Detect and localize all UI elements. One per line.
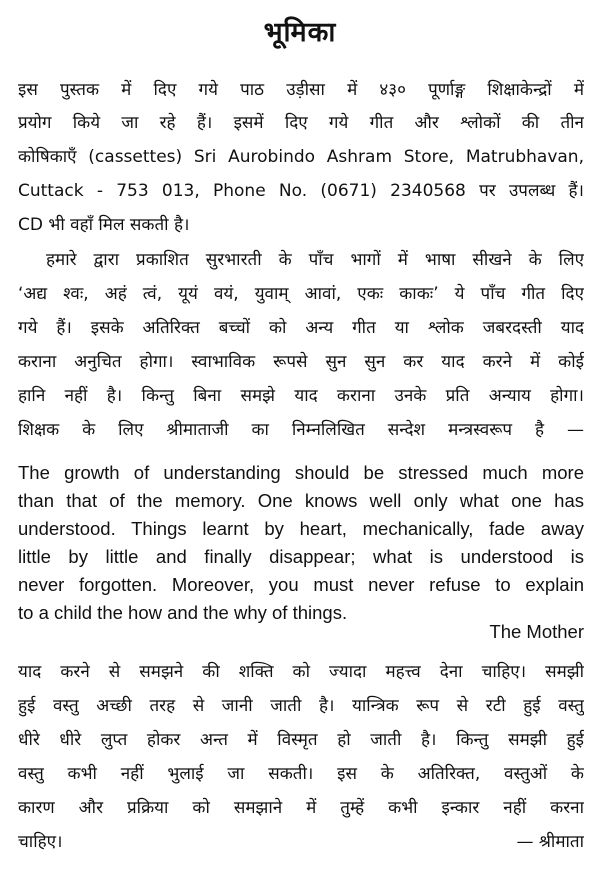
quote-line: little by little and finally disappear; what is understood is xyxy=(18,546,584,567)
intro-line: CD भी वहाँ मिल सकती है। xyxy=(18,215,190,235)
quote-line: never forgotten. Moreover, you must never refuse to explain xyxy=(18,574,584,595)
body-line: ‘अद्य श्वः, अहं त्वं, यूयं वयं, युवाम् आवां, एकः काकः’ ये पाँच गीत दिए xyxy=(18,284,584,304)
intro-line: इस पुस्तक में दिए गये पाठ उड़ीसा में ४३० पूर्णाङ्ग शिक्षाकेन्द्रों में xyxy=(18,80,584,100)
body-line: गये हैं। इसके अतिरिक्त बच्चों को अन्य गीत या श्लोक जबरदस्ती याद xyxy=(18,318,584,338)
translation-line: याद करने से समझने की शक्ति को ज्यादा महत्त्व देना चाहिए। समझी xyxy=(18,662,584,682)
quote-line: The growth of understanding should be stressed much more xyxy=(18,462,584,483)
intro-line: Cuttack - 753 013, Phone No. (0671) 2340568 पर उपलब्ध हैं। xyxy=(18,181,584,201)
translation-line: धीरे धीरे लुप्त होकर अन्त में विस्मृत हो जाती है। किन्तु समझी हुई xyxy=(18,730,584,750)
body-line: कराना अनुचित होगा। स्वाभाविक रूपसे सुन सुन कर याद करने में कोई xyxy=(18,352,584,372)
body-line: हमारे द्वारा प्रकाशित सुरभारती के पाँच भागों में भाषा सीखने के लिए xyxy=(46,250,584,270)
body-line: हानि नहीं है। किन्तु बिना समझे याद कराना उनके प्रति अन्याय होगा। xyxy=(18,386,584,406)
page-title: भूमिका xyxy=(263,17,337,48)
translation-line: हुई वस्तु अच्छी तरह से जानी जाती है। यान्त्रिक रूप से रटी हुई वस्तु xyxy=(18,696,584,716)
quote-line: to a child the how and the why of things. xyxy=(18,602,348,623)
quote-line: understood. Things learnt by heart, mechanically, fade away xyxy=(18,518,584,539)
body-line: शिक्षक के लिए श्रीमाताजी का निम्नलिखित सन्देश मन्त्रस्वरूप है — xyxy=(18,420,584,440)
translation-line: वस्तु कभी नहीं भुलाई जा सकती। इस के अतिरिक्त, वस्तुओं के xyxy=(18,764,584,784)
translation-line: चाहिए। xyxy=(18,832,63,852)
quote-author: The Mother xyxy=(489,621,584,642)
intro-line: प्रयोग किये जा रहे हैं। इसमें दिए गये गीत और श्लोकों की तीन xyxy=(18,113,584,133)
intro-line: कोषिकाएँ (cassettes) Sri Aurobindo Ashram Store, Matrubhavan, xyxy=(18,147,584,167)
translation-author: — श्रीमाता xyxy=(516,832,584,852)
quote-line: than that of the memory. One knows well only what one has xyxy=(18,490,584,511)
translation-line: कारण और प्रक्रिया को समझाने में तुम्हें कभी इन्कार नहीं करना xyxy=(18,798,584,818)
